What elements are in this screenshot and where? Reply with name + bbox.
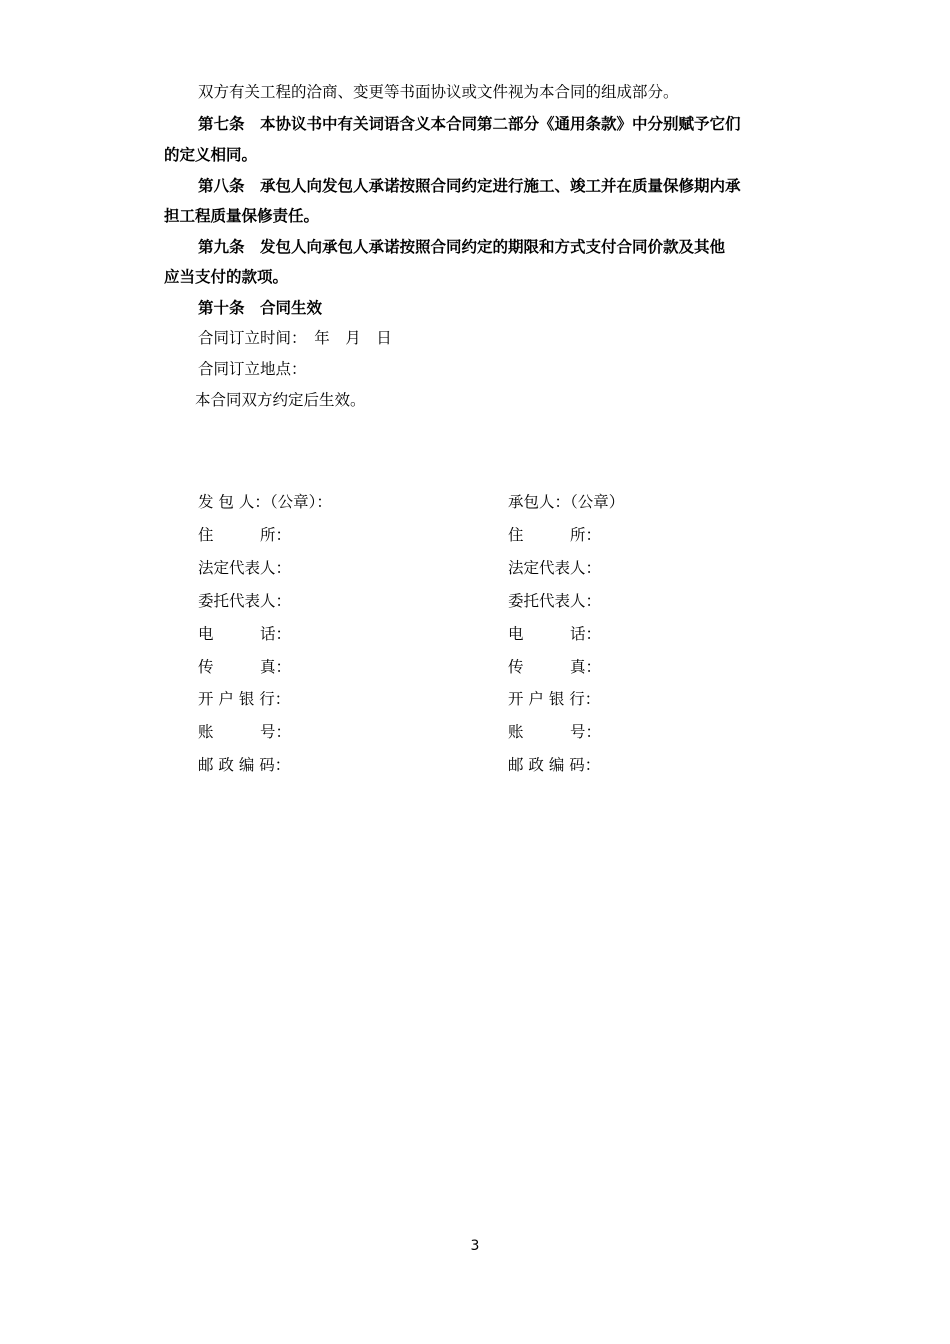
contractor-agent-label: 委托代表人： [508, 592, 602, 610]
effective-clause: 本合同双方约定后生效。 [195, 391, 366, 409]
employer-account-label: 账 号： [198, 723, 292, 741]
article-9-line-2: 应当支付的款项。 [164, 268, 289, 286]
contractor-bank-label: 开 户 银 行： [508, 690, 601, 708]
employer-postcode-label: 邮 政 编 码： [198, 756, 291, 774]
article-7-line-1: 第七条 本协议书中有关词语含义本合同第二部分《通用条款》中分别赋予它们 [198, 115, 741, 133]
sign-time: 合同订立时间： 年 月 日 [198, 329, 392, 347]
employer-phone-label: 电 话： [198, 625, 292, 643]
contractor-address-label: 住 所： [508, 526, 602, 544]
contractor-phone-label: 电 话： [508, 625, 602, 643]
paragraph-contract-parts: 双方有关工程的洽商、变更等书面协议或文件视为本合同的组成部分。 [198, 83, 679, 101]
employer-bank-label: 开 户 银 行： [198, 690, 291, 708]
contractor-legal-rep-label: 法定代表人： [508, 559, 602, 577]
article-10-title: 第十条 合同生效 [198, 299, 323, 317]
contractor-seal-label: 承包人：（公章） [508, 493, 625, 511]
employer-address-label: 住 所： [198, 526, 292, 544]
employer-seal-label: 发 包 人：（公章）： [198, 493, 332, 511]
contractor-postcode-label: 邮 政 编 码： [508, 756, 601, 774]
employer-legal-rep-label: 法定代表人： [198, 559, 292, 577]
page-number: 3 [470, 1238, 480, 1254]
article-8-line-2: 担工程质量保修责任。 [164, 207, 320, 225]
employer-agent-label: 委托代表人： [198, 592, 292, 610]
employer-fax-label: 传 真： [198, 658, 292, 676]
contractor-account-label: 账 号： [508, 723, 602, 741]
article-8-line-1: 第八条 承包人向发包人承诺按照合同约定进行施工、竣工并在质量保修期内承 [198, 177, 741, 195]
sign-place: 合同订立地点： [198, 360, 307, 378]
article-9-line-1: 第九条 发包人向承包人承诺按照合同约定的期限和方式支付合同价款及其他 [198, 238, 726, 256]
contractor-fax-label: 传 真： [508, 658, 602, 676]
article-7-line-2: 的定义相同。 [164, 146, 258, 164]
